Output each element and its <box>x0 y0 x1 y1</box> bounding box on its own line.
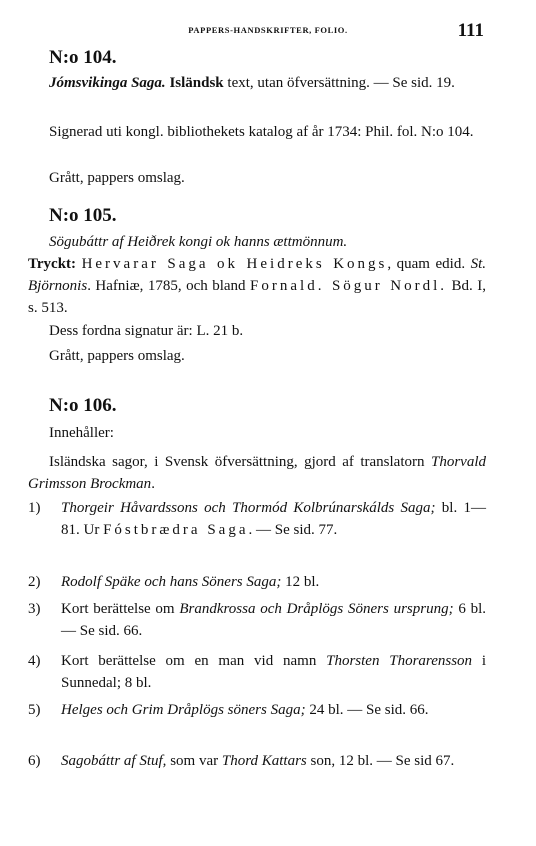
entry-105-old-signature: Dess fordna signatur är: L. 21 b. <box>49 323 244 339</box>
printed-title: Hervarar Saga ok Heidreks Kongs <box>81 256 388 272</box>
saga-title: Sögubáttr af Heiðrek kongi ok hanns ættmönnum. <box>49 234 348 250</box>
entry-105-title <box>28 231 486 253</box>
page-number: 111 <box>457 20 484 41</box>
entry-104-heading: N:o 104. <box>49 47 117 68</box>
item-number: 6) <box>28 753 41 769</box>
entry-104-signature: Signerad uti kongl. bibliothekets katalog af år 1734: Phil. fol. N:o 104. <box>49 124 474 140</box>
item-number: 1) <box>28 500 41 516</box>
printed-label: Tryckt: <box>28 256 82 272</box>
translator-name: Thorvald Grimsson Brockman <box>28 454 486 492</box>
list-item: 6) Sagobáttr af Stuf, som var Thord Kattars son, 12 bl. — Se sid 67. <box>28 750 486 772</box>
entry-106-heading: N:o 106. <box>49 395 117 416</box>
running-header <box>0 20 536 42</box>
language-label: Isländsk <box>169 75 224 91</box>
list-item: 4) Kort berättelse om en man vid namn Thorsten Thorarensson i Sunnedal; 8 bl. <box>28 650 486 694</box>
list-item: 3) Kort berättelse om Brandkrossa och Dråplögs Söners ursprung; 6 bl. — Se sid. 66. <box>28 598 486 642</box>
entry-106-description: Isländska sagor, i Svensk öfversättning, gjord af translatorn Thorvald Grimsson Brockman. <box>28 454 486 492</box>
item-number: 5) <box>28 702 41 718</box>
description-text: text, utan öfversättning. — Se sid. 19. <box>223 75 455 91</box>
running-title: PAPPERS-HANDSKRIFTER, FOLIO. <box>188 25 348 35</box>
list-item: 1) Thorgeir Håvardssons och Thormód Kolbrúnarskálds Saga; bl. 1—81. Ur Fóstbrædra Saga. — Se sid. 77. <box>28 497 486 541</box>
entry-106-contains: Innehåller: <box>49 425 114 441</box>
entry-104-cover: Grått, pappers omslag. <box>49 170 185 186</box>
list-item: 5) Helges och Grim Dråplögs söners Saga; 24 bl. — Se sid. 66. <box>28 699 486 721</box>
saga-title: Jómsvikinga Saga. <box>49 75 166 91</box>
entry-105-heading: N:o 105. <box>49 205 117 226</box>
item-number: 3) <box>28 601 41 617</box>
list-item: 2) Rodolf Späke och hans Söners Saga; 12 bl. <box>28 571 486 593</box>
editor-name: St. Björnonis <box>28 256 486 294</box>
item-number: 4) <box>28 653 41 669</box>
entry-105-printed: Tryckt: Hervarar Saga ok Heidreks Kongs, quam edid. St. Björnonis. Hafniæ, 1785, och bland Fornald. Sögur Nordl. Bd. I, s. 513. <box>28 256 487 316</box>
item-number: 2) <box>28 574 41 590</box>
entry-105-cover: Grått, pappers omslag. <box>49 348 185 364</box>
entry-104-description <box>28 72 486 94</box>
collection-title: Fornald. Sögur Nordl. <box>250 278 448 294</box>
